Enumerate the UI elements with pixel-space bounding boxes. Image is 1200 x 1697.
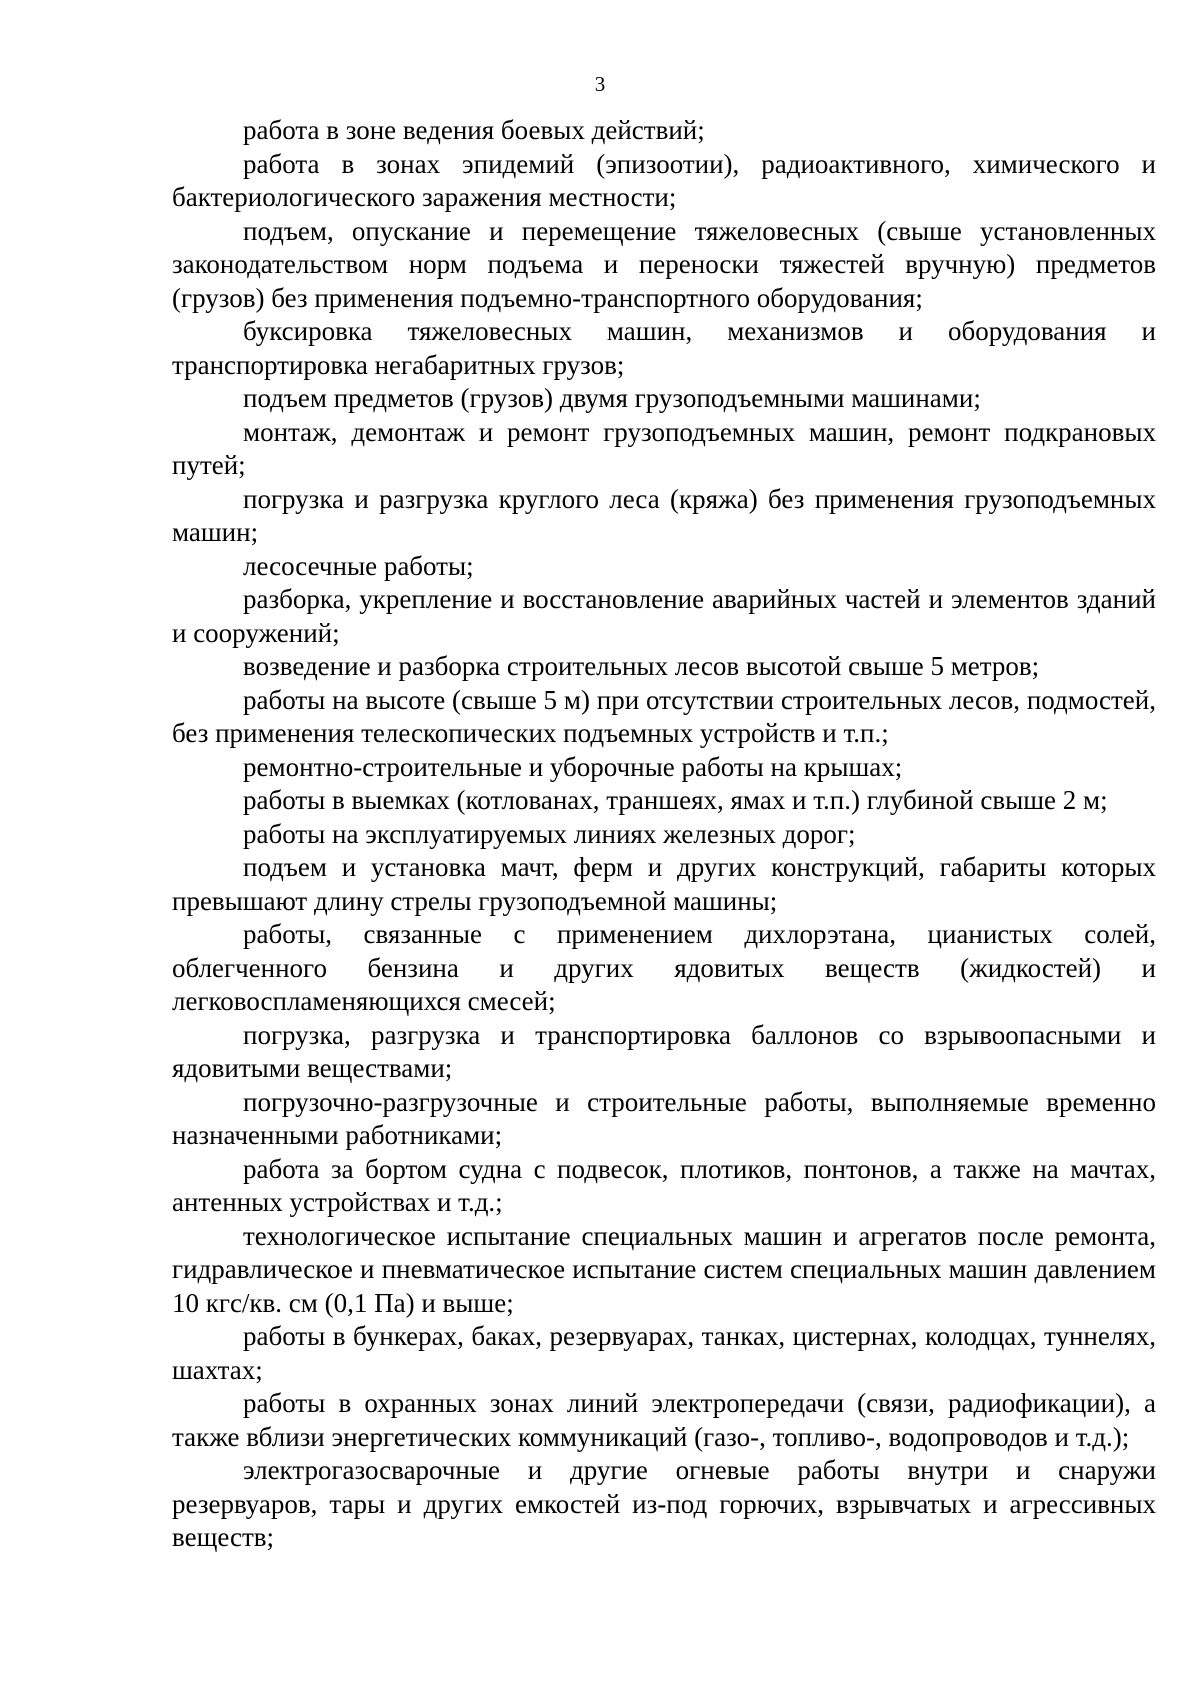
list-item: работы на эксплуатируемых линиях железных дорог; [243,818,856,849]
list-item: возведение и разборка строительных лесов высотой свыше 5 метров; [243,651,1040,681]
list-item: работы, связанные с применением дихлорэтана, цианистых солей, облегченного бензина и других ядовитых веществ (жидкостей) и легковоспламеняющихся смесей; [172,919,1156,1016]
list-item: работа в зоне ведения боевых действий; [243,115,705,145]
list-item: работы в бункерах, баках, резервуарах, танках, цистернах, колодцах, туннелях, шахтах; [172,1321,1156,1385]
list-item: разборка, укрепление и восстановление аварийных частей и элементов зданий и сооружений; [172,584,1156,648]
list-item: монтаж, демонтаж и ремонт грузоподъемных машин, ремонт подкрановых путей; [172,416,1156,480]
document-body [172,114,1156,1555]
list-item: работа за бортом судна с подвесок, плотиков, понтонов, а также на мачтах, антенных устройствах и т.д.; [172,1153,1156,1217]
page-number: 3 [594,72,606,96]
list-item: работы в выемках (котлованах, траншеях, ямах и т.п.) глубиной свыше 2 м; [243,785,1108,815]
list-item: работы в охранных зонах линий электропередачи (связи, радиофикации), а также вблизи энергетических коммуникаций (газо-, топливо-, водопроводов и т.д.); [172,1388,1156,1452]
list-item: электрогазосварочные и другие огневые работы внутри и снаружи резервуаров, тары и других емкостей из-под горючих, взрывчатых и агрессивных веществ; [172,1455,1156,1552]
list-item: работы на высоте (свыше 5 м) при отсутствии строительных лесов, подмостей, без применения телескопических подъемных устройств и т.п.; [172,684,1156,748]
list-item: технологическое испытание специальных машин и агрегатов после ремонта, гидравлическое и пневматическое испытание систем специальных машин давлением 10 кгс/кв. см (0,1 Па) и выше; [172,1220,1156,1318]
list-item: подъем предметов (грузов) двумя грузоподъемными машинами; [243,383,981,413]
list-item: погрузочно-разгрузочные и строительные работы, выполняемые временно назначенными работниками; [172,1086,1156,1150]
list-item: подъем, опускание и перемещение тяжеловесных (свыше установленных законодательством норм подъема и переноски тяжестей вручную) предметов (грузов) без применения подъемно-транспортного оборудования; [172,215,1156,313]
list-item: буксировка тяжеловесных машин, механизмов и оборудования и транспортировка негабаритных грузов; [172,316,1156,380]
list-item: погрузка, разгрузка и транспортировка баллонов со взрывоопасными и ядовитыми веществами; [172,1019,1156,1083]
list-item: погрузка и разгрузка круглого леса (кряжа) без применения грузоподъемных машин; [172,483,1156,547]
list-item: лесосечные работы; [243,550,474,581]
list-item: ремонтно-строительные и уборочные работы на крышах; [243,751,903,782]
list-item: подъем и установка мачт, ферм и других конструкций, габариты которых превышают длину стрелы грузоподъемной машины; [172,852,1156,916]
list-item: работа в зонах эпидемий (эпизоотии), радиоактивного, химического и бактериологического заражения местности; [172,148,1156,212]
